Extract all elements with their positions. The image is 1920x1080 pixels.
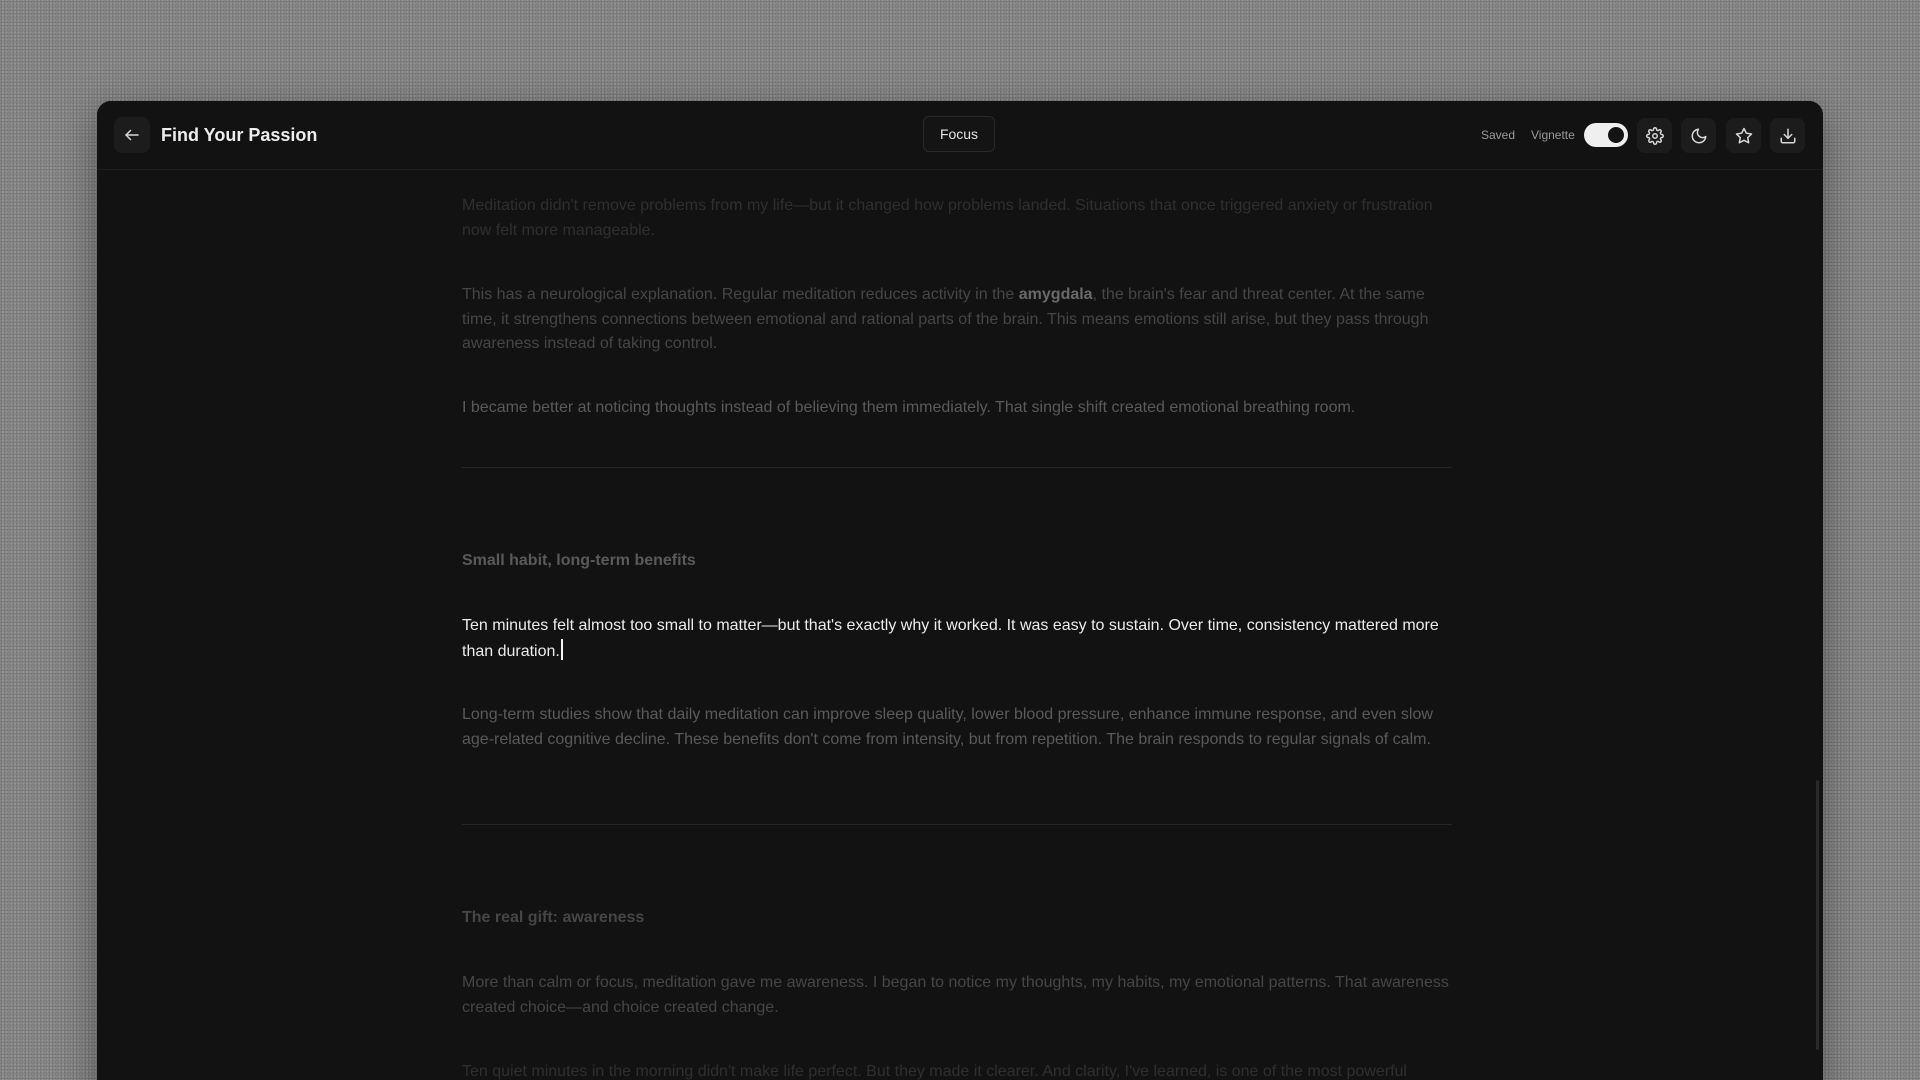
- favorite-button[interactable]: [1726, 118, 1761, 153]
- scrollbar-thumb[interactable]: [1816, 780, 1819, 1050]
- save-status: Saved: [1481, 128, 1516, 142]
- paragraph-long-term[interactable]: Long-term studies show that daily meditation can improve sleep quality, lower blood pressure, enhance immune response, and even slow age-related cognitive decline. These benefits don't come from intensity, but from repetition. The brain responds to regular signals of calm.: [462, 706, 1433, 748]
- paragraph-quiet-minutes[interactable]: Ten quiet minutes in the morning didn't make life perfect. But they made it clearer. And clarity, I've learned, is one of the most powerful: [462, 1063, 1407, 1080]
- paragraph-noticing[interactable]: I became better at noticing thoughts instead of believing them immediately. That single shift created emotional breathing room.: [462, 399, 1356, 416]
- paragraph-awareness[interactable]: More than calm or focus, meditation gave me awareness. I began to notice my thoughts, my habits, my emotional patterns. That awareness created choice—and choice created change.: [462, 974, 1449, 1016]
- paragraph-neurological[interactable]: [462, 283, 1452, 357]
- focus-button[interactable]: Focus: [923, 116, 995, 152]
- moon-icon: [1690, 127, 1708, 145]
- download-button[interactable]: [1770, 118, 1805, 153]
- vignette-toggle[interactable]: [1584, 123, 1628, 147]
- arrow-left-icon: [123, 126, 141, 144]
- section-heading-small-habit[interactable]: Small habit, long-term benefits: [462, 552, 696, 569]
- top-bar: [97, 101, 1823, 170]
- back-button[interactable]: [114, 117, 150, 153]
- paragraph-text: , the brain's fear and threat center. At the same time, it strengthens connections between emotional and rational parts of the brain. This means emotions still arise, but they pass through awareness instead of taking control.: [462, 286, 1429, 352]
- paragraph-text: Ten minutes felt almost too small to matter—but that's exactly why it worked. It was easy to sustain. Over time, consistency mattered more than duration.: [462, 617, 1439, 660]
- settings-button[interactable]: [1637, 118, 1672, 153]
- download-icon: [1779, 127, 1797, 145]
- scrollbar[interactable]: [1813, 170, 1819, 1080]
- gear-icon: [1646, 127, 1664, 145]
- editor-area[interactable]: [97, 170, 1823, 1080]
- section-divider: [462, 824, 1452, 825]
- section-divider: [462, 467, 1452, 468]
- paragraph-ten-minutes-active[interactable]: [462, 614, 1452, 664]
- star-icon: [1735, 127, 1753, 145]
- paragraph-text: This has a neurological explanation. Regular meditation reduces activity in the: [462, 286, 1019, 303]
- paragraph-meditation[interactable]: Meditation didn't remove problems from my life—but it changed how problems landed. Situations that once triggered anxiety or frustration now felt more manageable.: [462, 197, 1433, 239]
- toggle-knob: [1608, 127, 1624, 143]
- bold-term: amygdala: [1018, 286, 1093, 303]
- vignette-label: Vignette: [1531, 128, 1575, 142]
- section-heading-real-gift[interactable]: The real gift: awareness: [462, 909, 645, 926]
- app-window: [97, 101, 1823, 1080]
- theme-toggle-button[interactable]: [1681, 118, 1716, 153]
- document-title[interactable]: Find Your Passion: [161, 125, 318, 145]
- text-cursor: [561, 639, 563, 660]
